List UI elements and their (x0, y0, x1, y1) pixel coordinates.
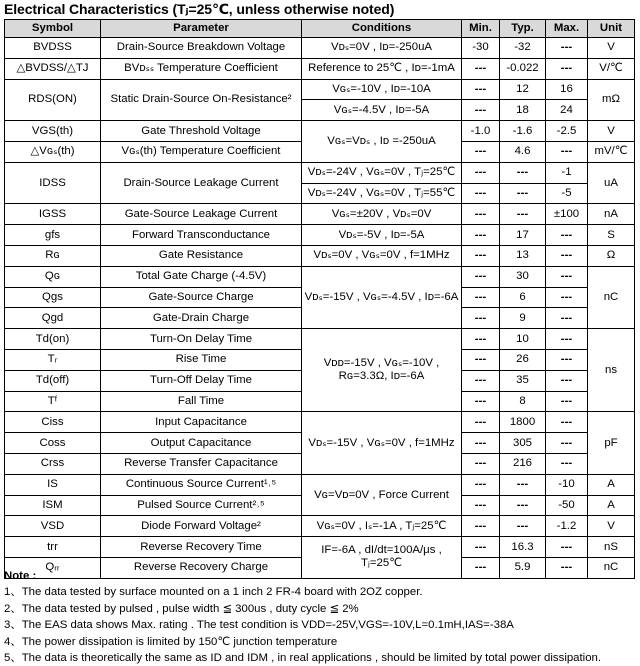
unit-cell: uA (588, 162, 635, 204)
symbol-cell: Crss (5, 453, 101, 474)
header-typ: Typ. (500, 20, 546, 38)
parameter-cell: Drain-Source Breakdown Voltage (101, 38, 302, 59)
max-cell: --- (546, 245, 588, 266)
min-cell: --- (462, 225, 500, 246)
conditions-cell: Vᴅₛ=0V , Vɢₛ=0V , f=1MHz (302, 245, 462, 266)
max-cell: --- (546, 453, 588, 474)
parameter-cell: Gate-Source Charge (101, 287, 302, 308)
min-cell: --- (462, 516, 500, 537)
conditions-cell: Vᴅₛ=0V , Iᴅ=-250uA (302, 38, 462, 59)
parameter-cell: Turn-Off Delay Time (101, 370, 302, 391)
parameter-cell: Gate-Source Leakage Current (101, 204, 302, 225)
typ-cell: --- (500, 474, 546, 495)
table-row (5, 537, 635, 558)
typ-cell: --- (500, 183, 546, 204)
max-cell: --- (546, 141, 588, 162)
table-row (5, 245, 635, 266)
parameter-cell: Gate Resistance (101, 245, 302, 266)
table-row (5, 412, 635, 433)
header-parameter: Parameter (101, 20, 302, 38)
max-cell: --- (546, 266, 588, 287)
min-cell: --- (462, 329, 500, 350)
section-title: Electrical Characteristics (Tⱼ=25℃, unless otherwise noted) (4, 1, 395, 17)
typ-cell: 1800 (500, 412, 546, 433)
typ-cell: 4.6 (500, 141, 546, 162)
notes-title: Note : (4, 570, 37, 582)
table-row (5, 474, 635, 495)
symbol-cell: Ciss (5, 412, 101, 433)
typ-cell: --- (500, 495, 546, 516)
symbol-cell: Qgs (5, 287, 101, 308)
typ-cell: 216 (500, 453, 546, 474)
parameter-cell: Drain-Source Leakage Current (101, 162, 302, 204)
min-cell: --- (462, 433, 500, 454)
symbol-cell: Td(on) (5, 329, 101, 350)
typ-cell: 305 (500, 433, 546, 454)
unit-cell: nC (588, 266, 635, 328)
electrical-characteristics-table (4, 19, 635, 579)
max-cell: --- (546, 537, 588, 558)
max-cell: --- (546, 287, 588, 308)
header-symbol: Symbol (5, 20, 101, 38)
typ-cell: 12 (500, 79, 546, 100)
header-max: Max. (546, 20, 588, 38)
min-cell: --- (462, 557, 500, 578)
conditions-cell: Vᴅₛ=-24V , Vɢₛ=0V , Tⱼ=55℃ (302, 183, 462, 204)
typ-cell: 30 (500, 266, 546, 287)
parameter-cell: Reverse Transfer Capacitance (101, 453, 302, 474)
min-cell: --- (462, 204, 500, 225)
max-cell: -50 (546, 495, 588, 516)
typ-cell: 9 (500, 308, 546, 329)
symbol-cell: VSD (5, 516, 101, 537)
max-cell: -2.5 (546, 121, 588, 142)
unit-cell: mV/℃ (588, 141, 635, 162)
header-unit: Unit (588, 20, 635, 38)
min-cell: --- (462, 58, 500, 79)
max-cell: --- (546, 308, 588, 329)
typ-cell: -1.6 (500, 121, 546, 142)
max-cell: --- (546, 58, 588, 79)
max-cell: ±100 (546, 204, 588, 225)
conditions-cell: Vᴅᴅ=-15V , Vɢₛ=-10V , Rɢ=3.3Ω, Iᴅ=-6A (302, 329, 462, 412)
min-cell: --- (462, 162, 500, 183)
typ-cell: 6 (500, 287, 546, 308)
table-row (5, 516, 635, 537)
min-cell: --- (462, 100, 500, 121)
table-row (5, 58, 635, 79)
min-cell: --- (462, 308, 500, 329)
min-cell: --- (462, 537, 500, 558)
parameter-cell: Vɢₛ(th) Temperature Coefficient (101, 141, 302, 162)
symbol-cell: Qgd (5, 308, 101, 329)
parameter-cell: BVᴅₛₛ Temperature Coefficient (101, 58, 302, 79)
max-cell: -1.2 (546, 516, 588, 537)
conditions-cell: IF=-6A , dI/dt=100A/μs , Tⱼ=25℃ (302, 537, 462, 579)
unit-cell: nS (588, 537, 635, 558)
max-cell: --- (546, 38, 588, 59)
conditions-cell: Reference to 25℃ , Iᴅ=-1mA (302, 58, 462, 79)
parameter-cell: Reverse Recovery Charge (101, 557, 302, 578)
parameter-cell: Continuous Source Current¹˒⁵ (101, 474, 302, 495)
parameter-cell: Forward Transconductance (101, 225, 302, 246)
note-item: 4、The power dissipation is limited by 150℃ junction temperature (4, 635, 338, 648)
note-item: 5、The data is theoretically the same as ID and IDM , in real applications , should be limited by total power dissipation. (4, 652, 602, 665)
typ-cell: 13 (500, 245, 546, 266)
table-row (5, 266, 635, 287)
typ-cell: 17 (500, 225, 546, 246)
max-cell: 16 (546, 79, 588, 100)
parameter-cell: Turn-On Delay Time (101, 329, 302, 350)
min-cell: --- (462, 370, 500, 391)
min-cell: --- (462, 287, 500, 308)
symbol-cell: △BVDSS/△TJ (5, 58, 101, 79)
unit-cell: A (588, 495, 635, 516)
max-cell: --- (546, 433, 588, 454)
header-conditions: Conditions (302, 20, 462, 38)
table-row (5, 79, 635, 100)
symbol-cell: ISM (5, 495, 101, 516)
conditions-cell: Vɢₛ=Vᴅₛ , Iᴅ =-250uA (302, 121, 462, 163)
symbol-cell: IDSS (5, 162, 101, 204)
table-row (5, 329, 635, 350)
symbol-cell: trr (5, 537, 101, 558)
parameter-cell: Pulsed Source Current²˒⁵ (101, 495, 302, 516)
symbol-cell: Qɢ (5, 266, 101, 287)
symbol-cell: Tᵣ (5, 349, 101, 370)
typ-cell: --- (500, 162, 546, 183)
note-item: 2、The data tested by pulsed , pulse width ≦ 300us , duty cycle ≦ 2% (4, 602, 359, 615)
conditions-cell: Vᴅₛ=-5V , Iᴅ=-5A (302, 225, 462, 246)
parameter-cell: Static Drain-Source On-Resistance² (101, 79, 302, 121)
parameter-cell: Output Capacitance (101, 433, 302, 454)
table-row (5, 162, 635, 183)
conditions-cell: Vᴅₛ=-15V , Vɢₛ=-4.5V , Iᴅ=-6A (302, 266, 462, 328)
parameter-cell: Total Gate Charge (-4.5V) (101, 266, 302, 287)
conditions-cell: Vɢₛ=±20V , Vᴅₛ=0V (302, 204, 462, 225)
typ-cell: -0.022 (500, 58, 546, 79)
typ-cell: 10 (500, 329, 546, 350)
unit-cell: nC (588, 557, 635, 578)
unit-cell: V/℃ (588, 58, 635, 79)
max-cell: --- (546, 557, 588, 578)
table-row (5, 121, 635, 142)
typ-cell: 8 (500, 391, 546, 412)
unit-cell: V (588, 516, 635, 537)
unit-cell: S (588, 225, 635, 246)
typ-cell: 26 (500, 349, 546, 370)
min-cell: --- (462, 79, 500, 100)
unit-cell: Ω (588, 245, 635, 266)
table-header-row (5, 20, 635, 38)
header-min: Min. (462, 20, 500, 38)
max-cell: -1 (546, 162, 588, 183)
table-row (5, 204, 635, 225)
symbol-cell: IS (5, 474, 101, 495)
symbol-cell: BVDSS (5, 38, 101, 59)
min-cell: --- (462, 245, 500, 266)
conditions-cell: Vɢ=Vᴅ=0V , Force Current (302, 474, 462, 516)
symbol-cell: Td(off) (5, 370, 101, 391)
min-cell: --- (462, 474, 500, 495)
symbol-cell: gfs (5, 225, 101, 246)
typ-cell: -32 (500, 38, 546, 59)
conditions-cell: Vᴅₛ=-15V , Vɢₛ=0V , f=1MHz (302, 412, 462, 474)
max-cell: --- (546, 370, 588, 391)
max-cell: --- (546, 391, 588, 412)
typ-cell: --- (500, 204, 546, 225)
unit-cell: nA (588, 204, 635, 225)
parameter-cell: Reverse Recovery Time (101, 537, 302, 558)
min-cell: --- (462, 391, 500, 412)
min-cell: --- (462, 266, 500, 287)
conditions-cell: Vᴅₛ=-24V , Vɢₛ=0V , Tⱼ=25℃ (302, 162, 462, 183)
parameter-cell: Fall Time (101, 391, 302, 412)
parameter-cell: Diode Forward Voltage² (101, 516, 302, 537)
max-cell: --- (546, 349, 588, 370)
unit-cell: V (588, 38, 635, 59)
unit-cell: V (588, 121, 635, 142)
symbol-cell: Qᵣᵣ (5, 557, 101, 578)
symbol-cell: Rɢ (5, 245, 101, 266)
parameter-cell: Rise Time (101, 349, 302, 370)
unit-cell: mΩ (588, 79, 635, 121)
min-cell: --- (462, 495, 500, 516)
typ-cell: --- (500, 516, 546, 537)
max-cell: --- (546, 412, 588, 433)
notes-section (4, 568, 636, 666)
symbol-cell: Tᶠ (5, 391, 101, 412)
table-row (5, 225, 635, 246)
parameter-cell: Gate-Drain Charge (101, 308, 302, 329)
min-cell: --- (462, 349, 500, 370)
unit-cell: pF (588, 412, 635, 474)
max-cell: 24 (546, 100, 588, 121)
typ-cell: 35 (500, 370, 546, 391)
typ-cell: 18 (500, 100, 546, 121)
typ-cell: 5.9 (500, 557, 546, 578)
max-cell: --- (546, 225, 588, 246)
conditions-cell: Vɢₛ=-10V , Iᴅ=-10A (302, 79, 462, 100)
min-cell: --- (462, 183, 500, 204)
symbol-cell: △Vɢₛ(th) (5, 141, 101, 162)
symbol-cell: Coss (5, 433, 101, 454)
min-cell: --- (462, 453, 500, 474)
max-cell: -5 (546, 183, 588, 204)
unit-cell: ns (588, 329, 635, 412)
note-item: 1、The data tested by surface mounted on a 1 inch 2 FR-4 board with 2OZ copper. (4, 586, 423, 599)
table-row (5, 38, 635, 59)
max-cell: --- (546, 329, 588, 350)
conditions-cell: Vɢₛ=0V , Iₛ=-1A , Tⱼ=25℃ (302, 516, 462, 537)
symbol-cell: IGSS (5, 204, 101, 225)
unit-cell: A (588, 474, 635, 495)
symbol-cell: RDS(ON) (5, 79, 101, 121)
min-cell: -1.0 (462, 121, 500, 142)
parameter-cell: Input Capacitance (101, 412, 302, 433)
min-cell: --- (462, 412, 500, 433)
min-cell: -30 (462, 38, 500, 59)
symbol-cell: VGS(th) (5, 121, 101, 142)
min-cell: --- (462, 141, 500, 162)
max-cell: -10 (546, 474, 588, 495)
typ-cell: 16.3 (500, 537, 546, 558)
parameter-cell: Gate Threshold Voltage (101, 121, 302, 142)
note-item: 3、The EAS data shows Max. rating . The test condition is VDD=-25V,VGS=-10V,L=0.1mH,IAS=-38A (4, 619, 514, 632)
conditions-cell: Vɢₛ=-4.5V , Iᴅ=-5A (302, 100, 462, 121)
